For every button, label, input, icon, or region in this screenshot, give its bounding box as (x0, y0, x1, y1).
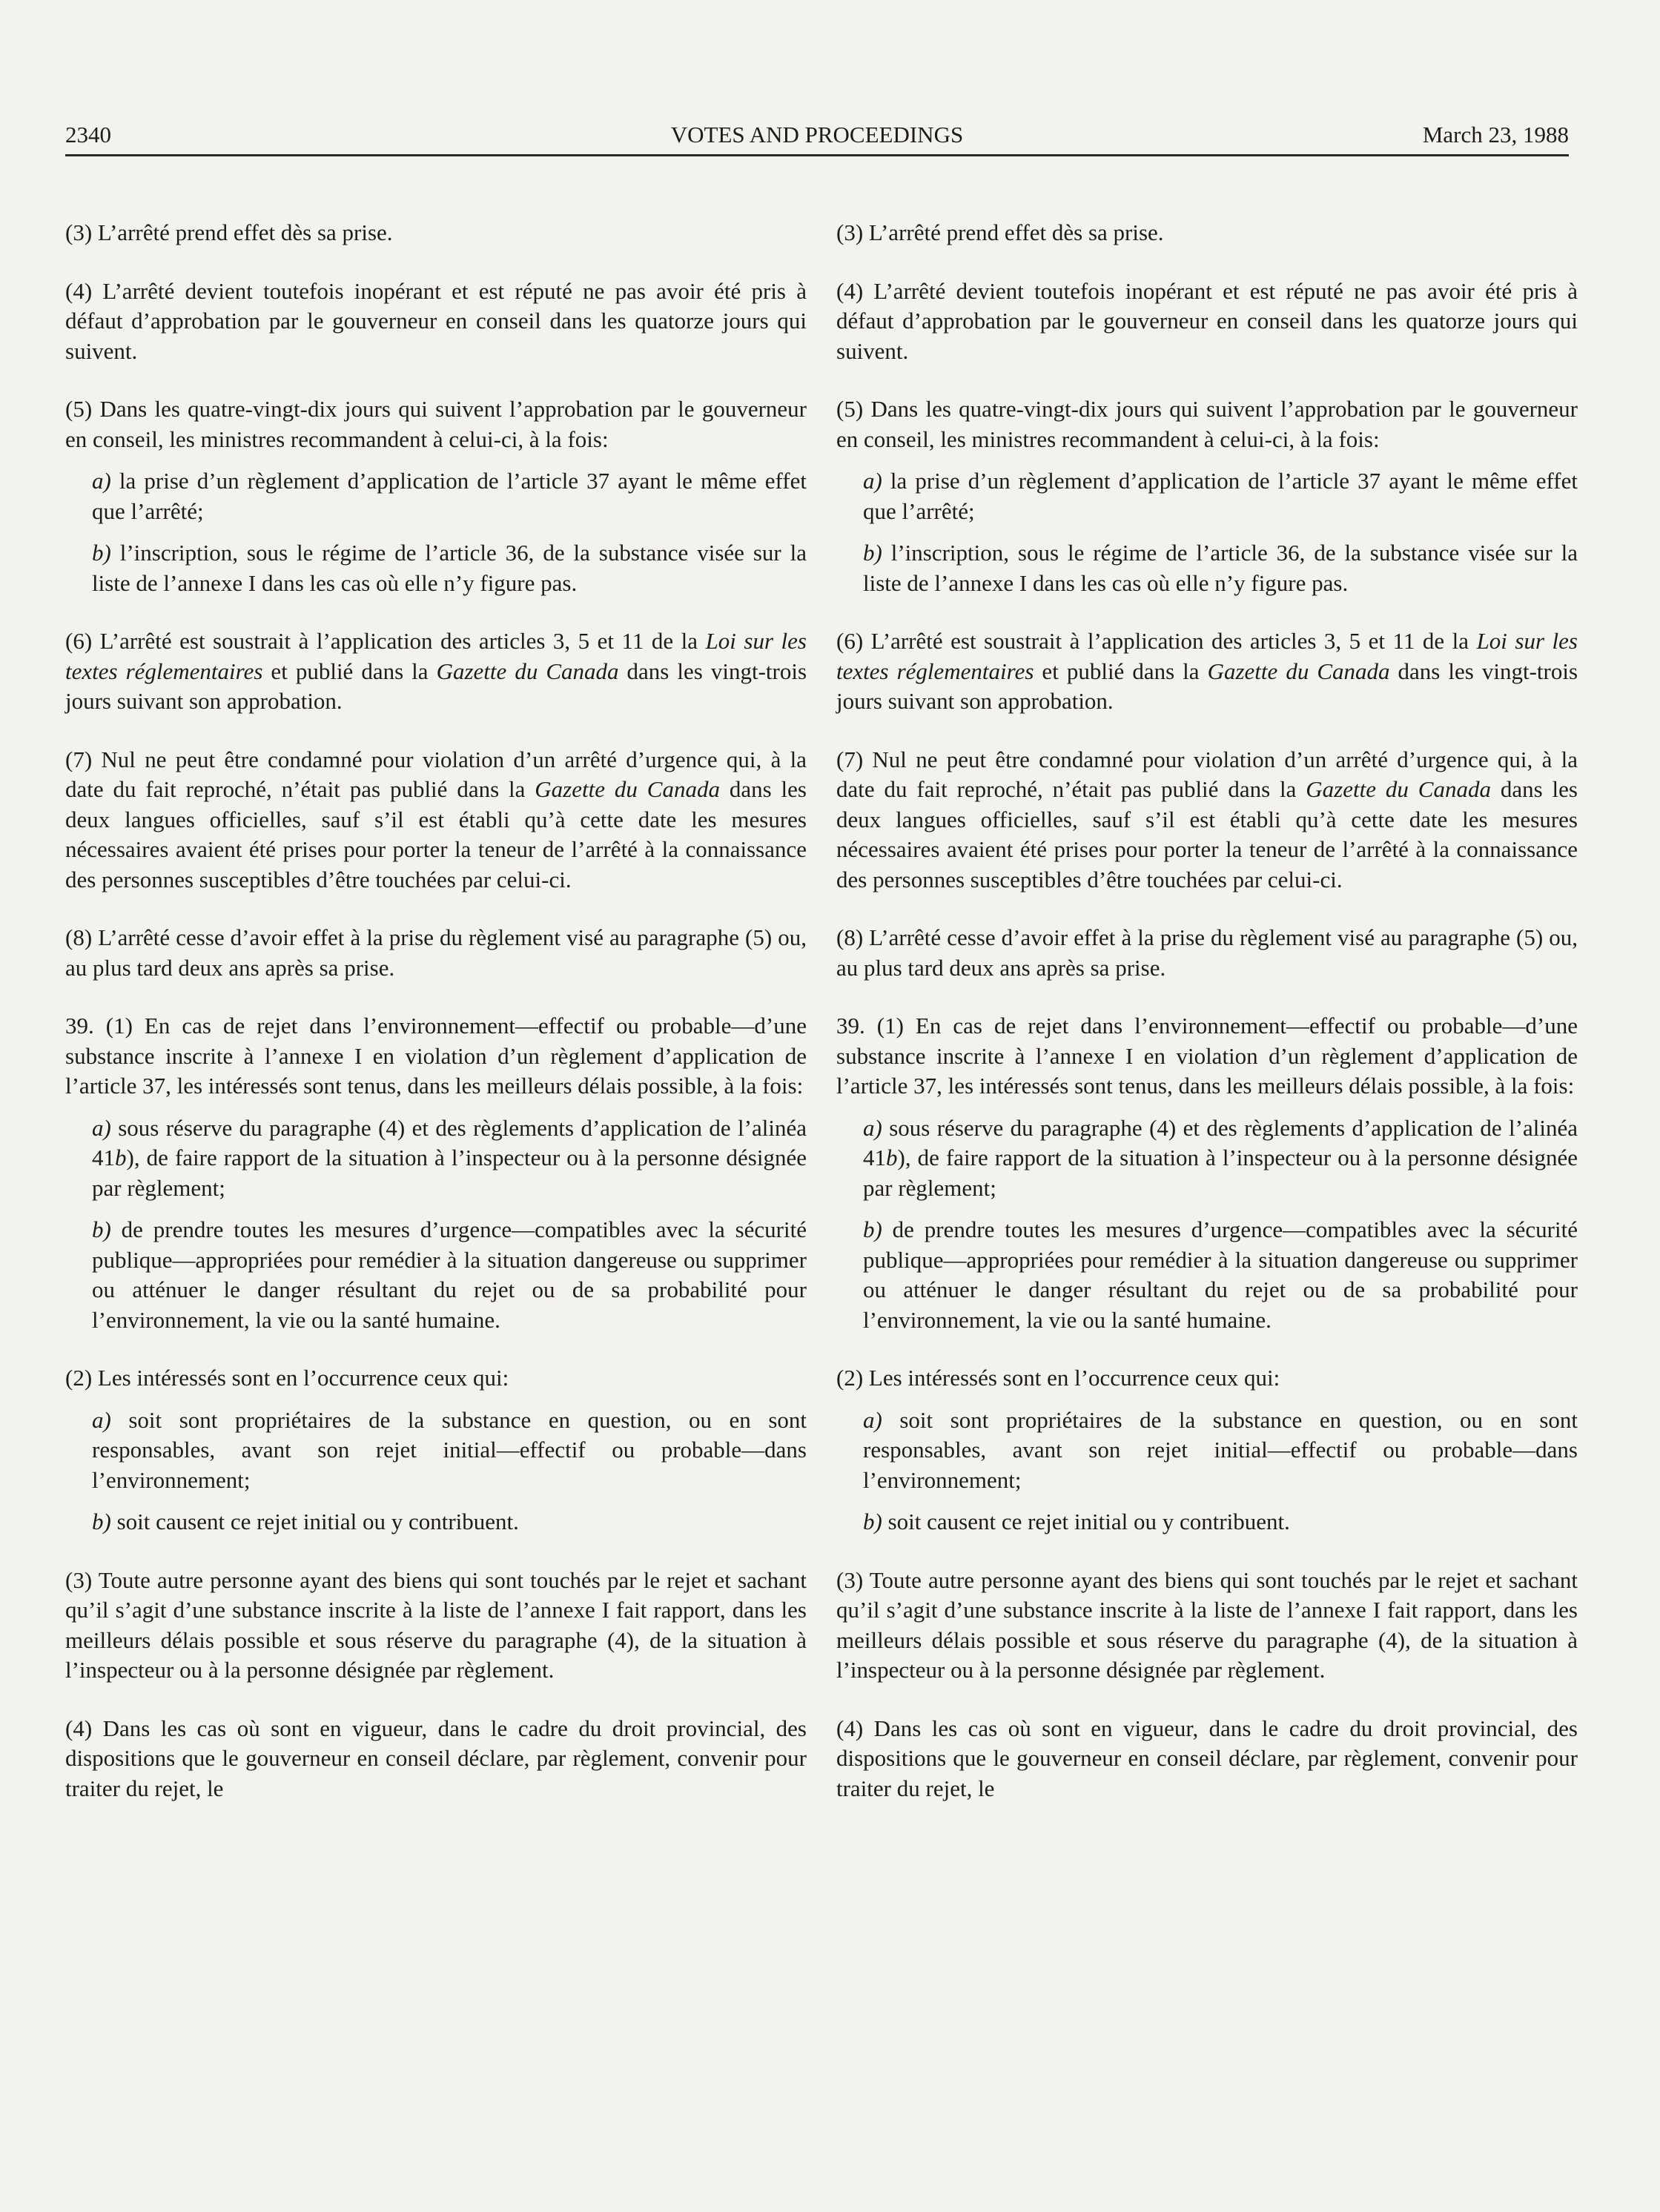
item-text: soit causent ce rejet initial ou y contribuent. (110, 1509, 519, 1534)
paragraph-5-item-b (863, 538, 1578, 598)
left-column (65, 218, 807, 1804)
text-run: (6) L’arrêté est soustrait à l’application des articles 3, 5 et 11 de la (836, 628, 1477, 654)
section-39-2: (2) Les intéressés sont en l’occurrence ceux qui: (65, 1365, 509, 1391)
paragraph-4: (4) L’arrêté devient toutefois inopérant et est réputé ne pas avoir été pris à défaut d’approbation par le gouverneur en conseil dans les quatorze jours qui suivent. (65, 277, 807, 364)
reference-letter: b (115, 1145, 127, 1170)
section-39-2: (2) Les intéressés sont en l’occurrence ceux qui: (836, 1365, 1280, 1391)
paragraph-5-item-a (92, 466, 807, 526)
law-title: Loi sur les textes réglementaires (65, 628, 807, 684)
item-letter: a) (863, 1406, 882, 1433)
section-39-1-item-a (92, 1113, 807, 1204)
item-letter: a) (92, 468, 111, 494)
section-39-1: 39. (1) En cas de rejet dans l’environnement—effectif ou probable—d’une substance inscrite à l’annexe I en violation d’un règlement d’application de l’article 37, les intéressés sont tenus, dans les meilleurs délais possible, à la fois: (836, 1013, 1578, 1099)
section-39-1-item-b (863, 1215, 1578, 1335)
item-letter: a) (863, 468, 882, 494)
item-text: la prise d’un règlement d’application de l’article 37 ayant le même effet que l’arrêté; (863, 468, 1578, 524)
law-title: Loi sur les textes réglementaires (836, 628, 1578, 684)
item-text: soit sont propriétaires de la substance en question, ou en sont responsables, avant son rejet initial—effectif ou probable—dans l’environnement; (863, 1406, 1578, 1493)
text-run: ), de faire rapport de la situation à l’inspecteur ou à la personne désignée par règlement; (92, 1145, 807, 1201)
gazette-title: Gazette du Canada (535, 776, 720, 802)
text-run: et publié dans la (1034, 658, 1208, 684)
text-run: dans les deux langues officielles, sauf s’il est établi qu’à cette date les mesures nécessaires avaient été prises pour porter la teneur de l’arrêté à la connaissance des personnes susceptibles d’être touchées par celui-ci. (65, 776, 807, 893)
paragraph-5: (5) Dans les quatre-vingt-dix jours qui suivent l’approbation par le gouverneur en conseil, les ministres recommandent à celui-ci, à la fois: (65, 396, 807, 452)
section-39-3: (3) Toute autre personne ayant des biens qui sont touchés par le rejet et sachant qu’il s’agit d’une substance inscrite à la liste de l’annexe I fait rapport, dans les meilleurs délais possible et sous réserve du paragraphe (4), de la situation à l’inspecteur ou à la personne désignée par règlement. (65, 1566, 807, 1683)
section-39-1: 39. (1) En cas de rejet dans l’environnement—effectif ou probable—d’une substance inscrite à l’annexe I en violation d’un règlement d’application de l’article 37, les intéressés sont tenus, dans les meilleurs délais possible, à la fois: (65, 1013, 807, 1099)
section-39-4: (4) Dans les cas où sont en vigueur, dans le cadre du droit provincial, des dispositions que le gouverneur en conseil déclare, par règlement, convenir pour traiter du rejet, le (65, 1715, 807, 1801)
paragraph-6 (836, 626, 1578, 717)
item-letter: b) (92, 1509, 111, 1534)
paragraph-8: (8) L’arrêté cesse d’avoir effet à la prise du règlement visé au paragraphe (5) ou, au plus tard deux ans après sa prise. (836, 924, 1578, 981)
text-run: ), de faire rapport de la situation à l’inspecteur ou à la personne désignée par règlement; (863, 1145, 1578, 1201)
section-39-2-item-b (863, 1507, 1578, 1537)
header-date: March 23, 1988 (1422, 122, 1569, 148)
item-letter: b) (863, 540, 882, 566)
text-run: dans les deux langues officielles, sauf s’il est établi qu’à cette date les mesures nécessaires avaient été prises pour porter la teneur de l’arrêté à la connaissance des personnes susceptibles d’être touchées par celui-ci. (836, 776, 1578, 893)
paragraph-7 (836, 745, 1578, 895)
paragraph-7 (65, 745, 807, 895)
section-39-3: (3) Toute autre personne ayant des biens qui sont touchés par le rejet et sachant qu’il s’agit d’une substance inscrite à la liste de l’annexe I fait rapport, dans les meilleurs délais possible et sous réserve du paragraphe (4), de la situation à l’inspecteur ou à la personne désignée par règlement. (836, 1566, 1578, 1683)
page-header (65, 119, 1569, 156)
gazette-title: Gazette du Canada (1306, 776, 1491, 802)
item-text: soit sont propriétaires de la substance en question, ou en sont responsables, avant son rejet initial—effectif ou probable—dans l’environnement; (92, 1406, 807, 1493)
paragraph-5: (5) Dans les quatre-vingt-dix jours qui suivent l’approbation par le gouverneur en conseil, les ministres recommandent à celui-ci, à la fois: (836, 396, 1578, 452)
right-column (836, 218, 1578, 1804)
text-run: (6) L’arrêté est soustrait à l’application des articles 3, 5 et 11 de la (65, 628, 706, 654)
paragraph-6 (65, 626, 807, 717)
section-39-4: (4) Dans les cas où sont en vigueur, dans le cadre du droit provincial, des dispositions que le gouverneur en conseil déclare, par règlement, convenir pour traiter du rejet, le (836, 1715, 1578, 1801)
reference-letter: b (886, 1145, 898, 1170)
section-39-1-item-b (92, 1215, 807, 1335)
item-text: l’inscription, sous le régime de l’article 36, de la substance visée sur la liste de l’annexe I dans les cas où elle n’y figure pas. (863, 540, 1578, 596)
item-text: la prise d’un règlement d’application de l’article 37 ayant le même effet que l’arrêté; (92, 468, 807, 524)
text-run: dans les vingt-trois jours suivant son approbation. (836, 658, 1578, 714)
paragraph-4: (4) L’arrêté devient toutefois inopérant et est réputé ne pas avoir été pris à défaut d’approbation par le gouverneur en conseil dans les quatorze jours qui suivent. (836, 277, 1578, 364)
section-39-2-item-a (863, 1405, 1578, 1496)
text-run: et publié dans la (262, 658, 437, 684)
text-run: (7) Nul ne peut être condamné pour violation d’un arrêté d’urgence qui, à la date du fait reproché, n’était pas publié dans la (836, 746, 1578, 802)
page-number: 2340 (65, 122, 111, 148)
item-letter: b) (92, 1216, 111, 1242)
text-run: sous réserve du paragraphe (4) et des règlements d’application de l’alinéa 41 (92, 1114, 807, 1170)
paragraph-8: (8) L’arrêté cesse d’avoir effet à la prise du règlement visé au paragraphe (5) ou, au plus tard deux ans après sa prise. (65, 924, 807, 981)
item-letter: a) (863, 1114, 882, 1141)
running-title: VOTES AND PROCEEDINGS (670, 122, 964, 148)
item-letter: a) (92, 1406, 111, 1433)
section-39-1-item-a (863, 1113, 1578, 1204)
item-letter: b) (863, 1216, 882, 1242)
item-letter: a) (92, 1114, 111, 1141)
text-run: sous réserve du paragraphe (4) et des règlements d’application de l’alinéa 41 (863, 1114, 1578, 1170)
item-text: soit causent ce rejet initial ou y contribuent. (882, 1509, 1290, 1534)
item-text: de prendre toutes les mesures d’urgence—compatibles avec la sécurité publique—appropriées pour remédier à la situation dangereuse ou supprimer ou atténuer le danger résultant du rejet ou de sa probabilité pour l’environnement, la vie ou la santé humaine. (92, 1216, 807, 1333)
section-39-2-item-b (92, 1507, 807, 1537)
item-letter: b) (863, 1509, 882, 1534)
paragraph-3: (3) L’arrêté prend effet dès sa prise. (65, 219, 393, 245)
paragraph-5-item-a (863, 466, 1578, 526)
item-text: de prendre toutes les mesures d’urgence—compatibles avec la sécurité publique—appropriées pour remédier à la situation dangereuse ou supprimer ou atténuer le danger résultant du rejet ou de sa probabilité pour l’environnement, la vie ou la santé humaine. (863, 1216, 1578, 1333)
item-text: l’inscription, sous le régime de l’article 36, de la substance visée sur la liste de l’annexe I dans les cas où elle n’y figure pas. (92, 540, 807, 596)
item-letter: b) (92, 540, 111, 566)
paragraph-3: (3) L’arrêté prend effet dès sa prise. (836, 219, 1164, 245)
paragraph-5-item-b (92, 538, 807, 598)
section-39-2-item-a (92, 1405, 807, 1496)
gazette-title: Gazette du Canada (436, 658, 619, 684)
text-run: dans les vingt-trois jours suivant son approbation. (65, 658, 807, 714)
text-run: (7) Nul ne peut être condamné pour violation d’un arrêté d’urgence qui, à la date du fait reproché, n’était pas publié dans la (65, 746, 807, 802)
gazette-title: Gazette du Canada (1207, 658, 1390, 684)
